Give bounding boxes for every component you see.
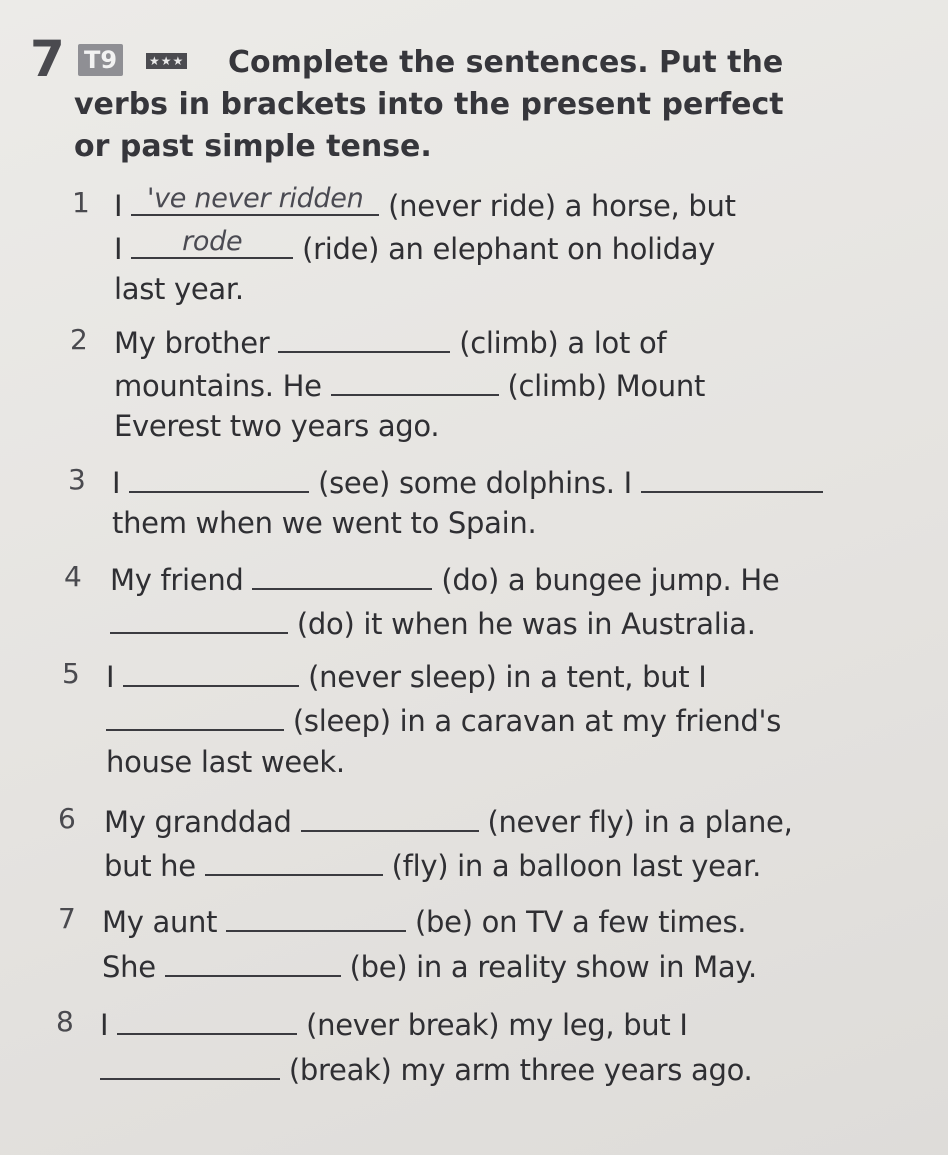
item-number: 2 (70, 323, 88, 356)
sentence-text: She (102, 950, 156, 984)
sentence-text: I (106, 660, 115, 694)
audio-track-badge: T9 (78, 44, 123, 76)
sentence-text: My brother (114, 326, 270, 360)
sentence-line (112, 463, 823, 500)
answer-blank[interactable] (278, 323, 450, 353)
sentence-line: house last week. (106, 745, 345, 779)
sentence-text: (ride) an elephant on holiday (302, 232, 716, 266)
exercise-number: 7 (30, 30, 65, 88)
item-number: 8 (56, 1005, 74, 1038)
sentence-text: I (114, 232, 123, 266)
sentence-line (102, 902, 746, 939)
answer-blank[interactable] (165, 947, 341, 977)
sentence-text: mountains. He (114, 369, 322, 403)
sentence-text: (never break) my leg, but I (306, 1008, 688, 1042)
sentence-text: I (114, 189, 123, 223)
answer-blank[interactable] (110, 604, 288, 634)
item-number: 7 (58, 902, 76, 935)
item-number: 3 (68, 463, 86, 496)
sentence-text: (be) in a reality show in May. (349, 950, 757, 984)
sentence-line (106, 701, 781, 738)
sentence-text: (do) it when he was in Australia. (296, 607, 756, 641)
exercise-instruction: Complete the sentences. Put the verbs in brackets into the present perfect or past simple tense. (74, 45, 784, 164)
sentence-line: Everest two years ago. (114, 409, 440, 443)
sentence-text: (never fly) in a plane, (487, 805, 793, 839)
sentence-text: but he (104, 849, 196, 883)
sentence-text: (fly) in a balloon last year. (391, 849, 762, 883)
sentence-text: My granddad (104, 805, 292, 839)
handwritten-answer: 've never ridden (146, 183, 364, 214)
answer-blank[interactable] (226, 902, 406, 932)
sentence-text: I (112, 466, 121, 500)
sentence-text: (be) on TV a few times. (415, 905, 747, 939)
answer-blank[interactable] (129, 463, 309, 493)
answer-blank[interactable] (331, 366, 499, 396)
handwritten-answer: rode (182, 226, 243, 257)
item-number: 5 (62, 657, 80, 690)
sentence-line (102, 947, 757, 984)
sentence-line: them when we went to Spain. (112, 506, 537, 540)
sentence-line: last year. (114, 272, 244, 306)
answer-blank[interactable] (641, 463, 823, 493)
sentence-line (110, 560, 779, 597)
sentence-line (114, 366, 705, 403)
answer-blank[interactable] (123, 657, 299, 687)
sentence-line (104, 846, 761, 883)
item-number: 1 (72, 186, 90, 219)
answer-blank[interactable] (100, 1050, 280, 1080)
sentence-text: (break) my arm three years ago. (288, 1053, 753, 1087)
answer-blank[interactable] (205, 846, 383, 876)
sentence-text: (climb) a lot of (459, 326, 667, 360)
sentence-text: (sleep) in a caravan at my friend's (292, 704, 782, 738)
sentence-line (104, 802, 793, 839)
answer-blank[interactable] (106, 701, 284, 731)
sentence-text: (never ride) a horse, but (388, 189, 736, 223)
item-number: 6 (58, 802, 76, 835)
sentence-text: My aunt (102, 905, 218, 939)
sentence-line (114, 226, 716, 266)
sentence-text: My friend (110, 563, 244, 597)
sentence-text: (never sleep) in a tent, but I (308, 660, 707, 694)
sentence-line (100, 1050, 752, 1087)
answer-blank[interactable] (131, 226, 293, 259)
sentence-line (114, 183, 736, 223)
sentence-text: (climb) Mount (507, 369, 706, 403)
sentence-line (114, 323, 666, 360)
sentence-text: (see) some dolphins. I (318, 466, 632, 500)
item-number: 4 (64, 560, 82, 593)
sentence-line (100, 1005, 688, 1042)
difficulty-stars: ★★★ (146, 53, 187, 69)
answer-blank[interactable] (301, 802, 479, 832)
sentence-text: (do) a bungee jump. He (441, 563, 780, 597)
sentence-line (110, 604, 756, 641)
sentence-text: I (100, 1008, 109, 1042)
answer-blank[interactable] (252, 560, 432, 590)
answer-blank[interactable] (131, 183, 379, 216)
sentence-line (106, 657, 707, 694)
answer-blank[interactable] (117, 1005, 297, 1035)
